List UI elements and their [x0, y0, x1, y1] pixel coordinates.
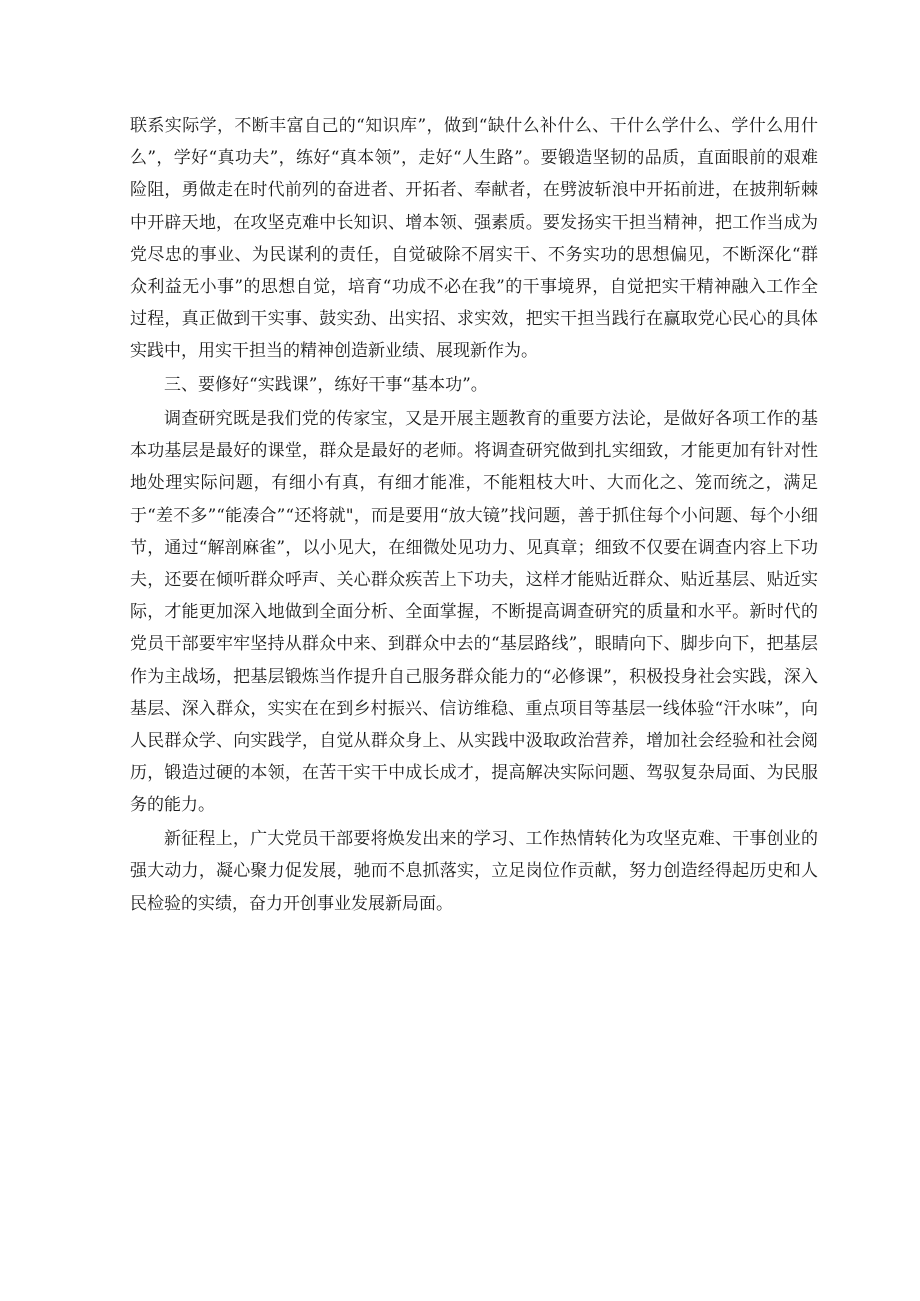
body-paragraph-3: 新征程上，广大党员干部要将焕发出来的学习、工作热情转化为攻坚克难、干事创业的强大动力，凝心聚力促发展，驰而不息抓落实，立足岗位作贡献，努力创造经得起历史和人民检验的实绩，奋力开创事业发展新局面。 — [130, 829, 818, 914]
document-body — [130, 110, 818, 921]
body-paragraph-1: 联系实际学，不断丰富自己的“知识库”，做到“缺什么补什么、干什么学什么、学什么用什么”，学好“真功夫”，练好“真本领”，走好“人生路”。要锻造坚韧的品质，直面眼前的艰难险阻，勇做走在时代前列的奋进者、开拓者、奉献者，在劈波斩浪中开拓前进，在披荆斩棘中开辟天地，在攻坚克难中长知识、增本领、强素质。要发扬实干担当精神，把工作当成为党尽忠的事业、为民谋利的责任，自觉破除不屑实干、不务实功的思想偏见，不断深化“群众利益无小事”的思想自觉，培育“功成不必在我”的干事境界，自觉把实干精神融入工作全过程，真正做到干实事、鼓实劲、出实招、求实效，把实干担当践行在赢取党心民心的具体实践中，用实干担当的精神创造新业绩、展现新作为。 — [130, 116, 818, 362]
section-heading-3: 三、要修好“实践课”，练好干事“基本功”。 — [164, 375, 488, 396]
body-paragraph-2: 调查研究既是我们党的传家宝，又是开展主题教育的重要方法论，是做好各项工作的基本功基层是最好的课堂，群众是最好的老师。将调查研究做到扎实细致，才能更加有针对性地处理实际问题，有细小有真，有细才能准，不能粗枝大叶、大而化之、笼而统之，满足于“差不多”“能凑合”“还将就"，而是要用“放大镜”找问题，善于抓住每个小问题、每个小细节，通过“解剖麻雀”，以小见大，在细微处见功力、见真章；细致不仅要在调查内容上下功夫，还要在倾听群众呼声、关心群众疾苦上下功夫，这样才能贴近群众、贴近基层、贴近实际，才能更加深入地做到全面分析、全面掌握，不断提高调查研究的质量和水平。新时代的党员干部要牢牢坚持从群众中来、到群众中去的“基层路线”，眼睛向下、脚步向下，把基层作为主战场，把基层锻炼当作提升自己服务群众能力的“必修课”，积极投身社会实践，深入基层、深入群众，实实在在到乡村振兴、信访维稳、重点项目等基层一线体验“汗水味”，向人民群众学、向实践学，自觉从群众身上、从实践中汲取政治营养，增加社会经验和社会阅历，锻造过硬的本领，在苦干实干中成长成才，提高解决实际问题、驾驭复杂局面、为民服务的能力。 — [130, 409, 818, 816]
